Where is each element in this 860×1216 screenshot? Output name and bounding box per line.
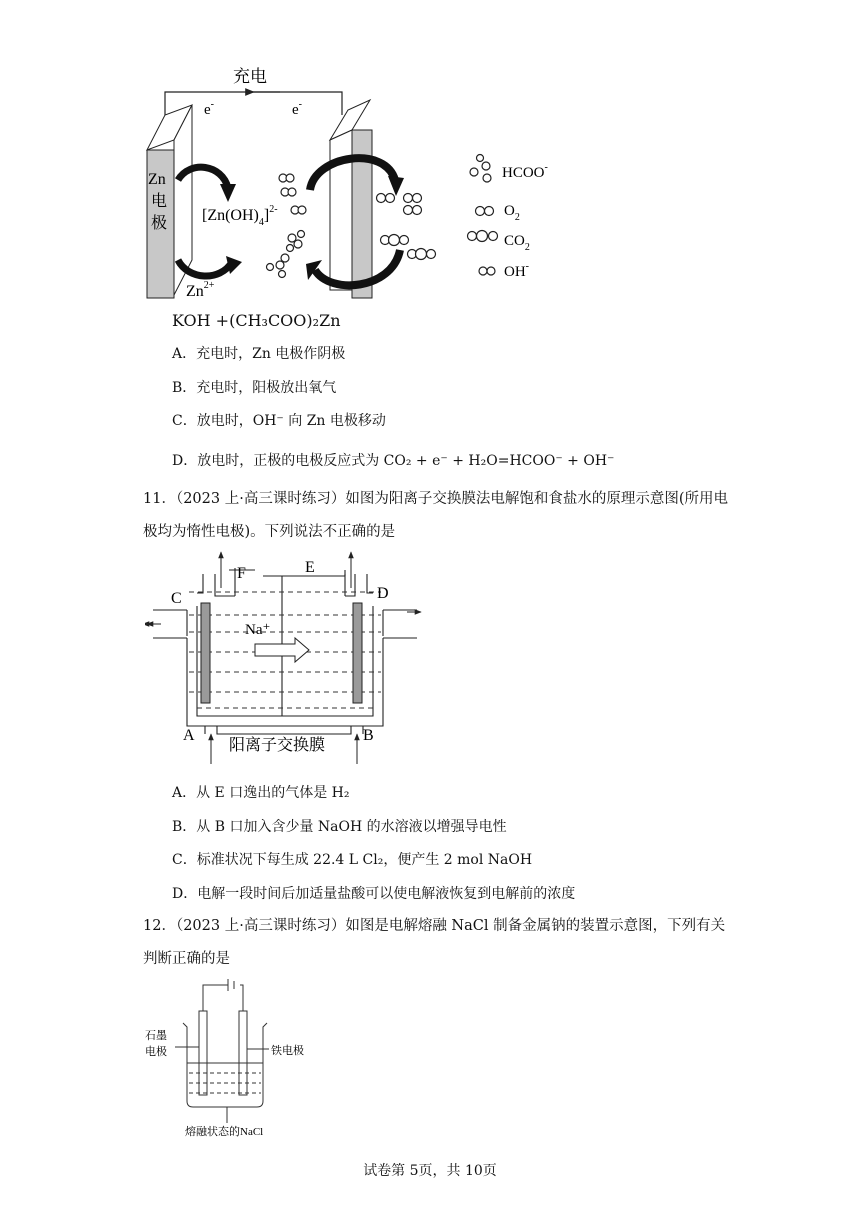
label-f: F bbox=[237, 565, 246, 582]
graphite-label-2: 电极 bbox=[145, 1046, 167, 1058]
q11-option-d: D．电解一段时间后加适量盐酸可以使电解液恢复到电解前的浓度 bbox=[172, 886, 576, 902]
zn-battery-diagram bbox=[130, 60, 590, 310]
legend-co2: $CO_2$ bbox=[504, 233, 530, 253]
zn-electrode-label-1: Zn bbox=[148, 171, 166, 188]
molecules-left bbox=[267, 174, 307, 278]
right-electrode bbox=[353, 603, 362, 703]
q10-option-d: D．放电时，正极的电极反应式为 CO₂ + e⁻ + H₂O=HCOO⁻ + OH⁻ bbox=[172, 453, 615, 469]
zn-electrode-label-2: 电 bbox=[151, 193, 168, 210]
zn-electrode-label-3: 极 bbox=[151, 215, 168, 232]
legend-hcoo: HCOO- bbox=[502, 162, 548, 181]
q11-option-c: C．标准状况下每生成 22.4 L Cl₂，便产生 2 mol NaOH bbox=[172, 852, 533, 868]
iron-electrode-label: 铁电极 bbox=[271, 1045, 304, 1057]
electrolysis-cell-diagram bbox=[145, 548, 425, 768]
graphite-label-1: 石墨 bbox=[145, 1030, 167, 1042]
electron-right: e- bbox=[292, 99, 303, 118]
page-footer: 试卷第 5页，共 10页 bbox=[363, 1163, 497, 1179]
q11-option-a: A．从 E 口逸出的气体是 H₂ bbox=[172, 785, 350, 801]
label-c: C bbox=[171, 590, 182, 607]
zn-ion-label: $Zn^{2+}$ bbox=[186, 280, 215, 300]
molecules-right bbox=[377, 194, 436, 260]
left-electrode bbox=[201, 603, 210, 703]
zincate-label: $[Zn(OH)_4]^{2-}$ bbox=[202, 204, 278, 228]
label-d: D bbox=[377, 585, 389, 602]
legend-icons bbox=[468, 155, 498, 276]
q10-option-a: A．充电时，Zn 电极作阴极 bbox=[172, 346, 346, 362]
label-na: Na⁺ bbox=[245, 622, 271, 638]
q12-stem: 12．（2023 上·高三课时练习）如图是电解熔融 NaCl 制备金属钠的装置示意图，下列有关判断正确的是 bbox=[143, 918, 726, 967]
q11-stem: 11．（2023 上·高三课时练习）如图为阳离子交换膜法电解饱和食盐水的原理示意图(所用电极均为惰性电极)。下列说法不正确的是 bbox=[143, 491, 728, 540]
electron-left: e- bbox=[204, 99, 215, 118]
membrane-label: 阳离子交换膜 bbox=[229, 737, 326, 754]
q11-option-b: B．从 B 口加入含少量 NaOH 的水溶液以增强导电性 bbox=[172, 819, 507, 835]
label-b: B bbox=[363, 727, 374, 744]
q10-option-c: C．放电时，OH⁻ 向 Zn 电极移动 bbox=[172, 413, 386, 429]
label-a: A bbox=[183, 727, 195, 744]
electrolyte-label: KOH +(CH₃COO)₂Zn bbox=[172, 311, 341, 330]
q10-option-b: B．充电时，阳极放出氧气 bbox=[172, 380, 337, 396]
molten-nacl-label: 熔融状态的NaCl bbox=[185, 1126, 264, 1138]
charge-label: 充电 bbox=[233, 67, 267, 86]
legend-oh: OH- bbox=[504, 261, 530, 280]
legend-o2: $O_2$ bbox=[504, 203, 520, 223]
label-e: E bbox=[305, 559, 315, 576]
molten-nacl-cell-diagram bbox=[145, 975, 315, 1140]
